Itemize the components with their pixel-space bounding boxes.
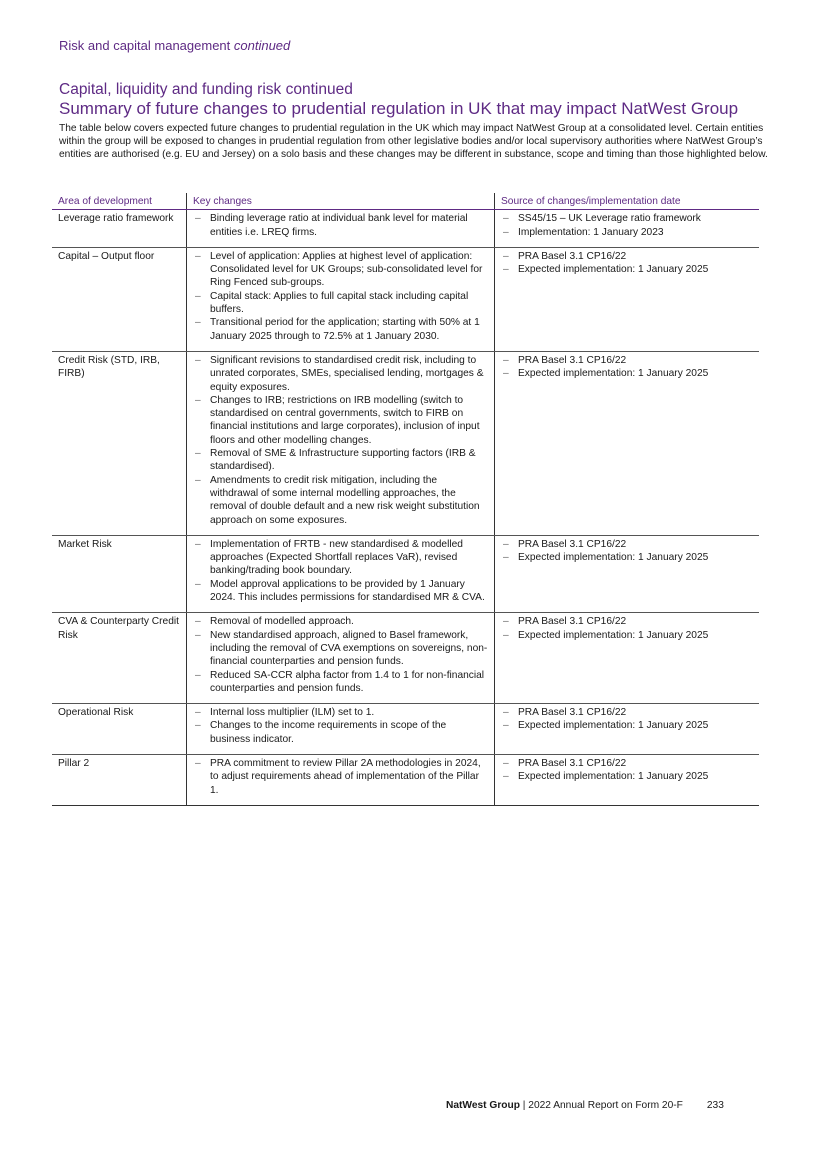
key-changes-list <box>193 538 488 604</box>
list-item: – PRA Basel 3.1 CP16/22 <box>501 250 753 263</box>
list-item: – Transitional period for the application; starting with 50% at 1 January 2025 through to 72.5% at 1 January 2030. <box>193 316 488 343</box>
cell-area: Operational Risk <box>52 704 187 755</box>
cell-area: CVA & Counterparty Credit Risk <box>52 613 187 704</box>
key-changes-list <box>193 706 488 746</box>
table-row <box>52 754 759 805</box>
cell-area: Market Risk <box>52 535 187 612</box>
page-footer <box>446 1100 724 1111</box>
cell-source <box>495 210 760 248</box>
list-item: – Removal of modelled approach. <box>193 615 488 628</box>
cell-area: Pillar 2 <box>52 754 187 805</box>
cell-source <box>495 535 760 612</box>
page-title: Capital, liquidity and funding risk continued <box>59 81 353 98</box>
cell-source <box>495 754 760 805</box>
list-item: – New standardised approach, aligned to Basel framework, including the removal of CVA exemptions on sovereigns, non-financial counterparties and pension funds. <box>193 629 488 669</box>
list-item: – PRA Basel 3.1 CP16/22 <box>501 757 753 770</box>
source-list <box>501 757 753 784</box>
table-row <box>52 535 759 612</box>
cell-source <box>495 351 760 535</box>
source-list <box>501 354 753 381</box>
list-item: – Binding leverage ratio at individual bank level for material entities i.e. LREQ firms. <box>193 212 488 239</box>
intro-paragraph: The table below covers expected future changes to prudential regulation in the UK which may impact NatWest Group at a consolidated level. Certain entities within the group will be exposed to changes in prudential regulation from other legislative bodies and/or local supervisory authorities where NatWest Group’s entities are authorised (e.g. EU and Jersey) on a solo basis and these changes may be different in substance, scope and timing than those highlighted below. <box>59 123 768 160</box>
table-body <box>52 210 759 806</box>
list-item: – Model approval applications to be provided by 1 January 2024. This includes permissions for standardised MR & CVA. <box>193 578 488 605</box>
list-item: – Level of application: Applies at highest level of application: Consolidated level for UK Groups; sub-consolidated level for Ring Fenced sub-groups. <box>193 250 488 290</box>
header-key-changes: Key changes <box>187 193 495 210</box>
section-header <box>59 38 290 53</box>
cell-key-changes <box>187 210 495 248</box>
footer-brand: NatWest Group <box>446 1100 520 1111</box>
cell-key-changes <box>187 704 495 755</box>
list-item: – Removal of SME & Infrastructure supporting factors (IRB & standardised). <box>193 447 488 474</box>
source-list <box>501 250 753 277</box>
source-list <box>501 615 753 642</box>
list-item: – Reduced SA-CCR alpha factor from 1.4 to 1 for non-financial counterparties and pension funds. <box>193 669 488 696</box>
regulation-table <box>52 193 759 806</box>
source-list <box>501 706 753 733</box>
list-item: – Capital stack: Applies to full capital stack including capital buffers. <box>193 290 488 317</box>
list-item: – SS45/15 – UK Leverage ratio framework <box>501 212 753 225</box>
list-item: – Expected implementation: 1 January 2025 <box>501 719 753 732</box>
list-item: – Changes to the income requirements in scope of the business indicator. <box>193 719 488 746</box>
table-header-row <box>52 193 759 210</box>
cell-key-changes <box>187 535 495 612</box>
table-row <box>52 210 759 248</box>
list-item: – Implementation: 1 January 2023 <box>501 226 753 239</box>
list-item: – PRA Basel 3.1 CP16/22 <box>501 615 753 628</box>
list-item: – PRA Basel 3.1 CP16/22 <box>501 354 753 367</box>
list-item: – Amendments to credit risk mitigation, including the withdrawal of some internal modelling approaches, the removal of double default and a new risk weight substitution approach on some exposures. <box>193 474 488 527</box>
list-item: – Expected implementation: 1 January 2025 <box>501 263 753 276</box>
page-number: 233 <box>706 1100 724 1111</box>
source-list <box>501 212 753 239</box>
table-row <box>52 704 759 755</box>
key-changes-list <box>193 212 488 239</box>
list-item: – Changes to IRB; restrictions on IRB modelling (switch to standardised on central governments, switch to FIRB on financial institutions and large corporates), inclusion of input floors and other modelling changes. <box>193 394 488 447</box>
list-item: – Expected implementation: 1 January 2025 <box>501 629 753 642</box>
list-item: – Internal loss multiplier (ILM) set to 1. <box>193 706 488 719</box>
section-title-suffix: continued <box>233 38 291 53</box>
page-subtitle: Summary of future changes to prudential regulation in UK that may impact NatWest Group <box>59 99 739 118</box>
cell-key-changes <box>187 351 495 535</box>
cell-source <box>495 704 760 755</box>
list-item: – Expected implementation: 1 January 2025 <box>501 367 753 380</box>
key-changes-list <box>193 615 488 695</box>
title-block <box>59 80 769 161</box>
table-row <box>52 351 759 535</box>
cell-key-changes <box>187 247 495 351</box>
section-title: Risk and capital management <box>59 38 231 53</box>
cell-area: Capital – Output floor <box>52 247 187 351</box>
cell-area: Credit Risk (STD, IRB, FIRB) <box>52 351 187 535</box>
header-area: Area of development <box>52 193 187 210</box>
cell-source <box>495 247 760 351</box>
list-item: – PRA Basel 3.1 CP16/22 <box>501 538 753 551</box>
key-changes-list <box>193 250 488 343</box>
cell-key-changes <box>187 613 495 704</box>
list-item: – Expected implementation: 1 January 2025 <box>501 770 753 783</box>
list-item: – Significant revisions to standardised credit risk, including to unrated corporates, SMEs, specialised lending, mortgages & equity exposures. <box>193 354 488 394</box>
source-list <box>501 538 753 565</box>
key-changes-list <box>193 757 488 797</box>
list-item: – PRA commitment to review Pillar 2A methodologies in 2024, to adjust requirements ahead of implementation of the Pillar 1. <box>193 757 488 797</box>
list-item: – PRA Basel 3.1 CP16/22 <box>501 706 753 719</box>
header-source: Source of changes/implementation date <box>495 193 760 210</box>
key-changes-list <box>193 354 488 527</box>
cell-source <box>495 613 760 704</box>
table-row <box>52 247 759 351</box>
list-item: – Expected implementation: 1 January 2025 <box>501 551 753 564</box>
footer-report: | 2022 Annual Report on Form 20-F <box>519 1100 683 1111</box>
table-row <box>52 613 759 704</box>
list-item: – Implementation of FRTB - new standardised & modelled approaches (Expected Shortfall replaces VaR), revised banking/trading book boundary. <box>193 538 488 578</box>
cell-key-changes <box>187 754 495 805</box>
cell-area: Leverage ratio framework <box>52 210 187 248</box>
